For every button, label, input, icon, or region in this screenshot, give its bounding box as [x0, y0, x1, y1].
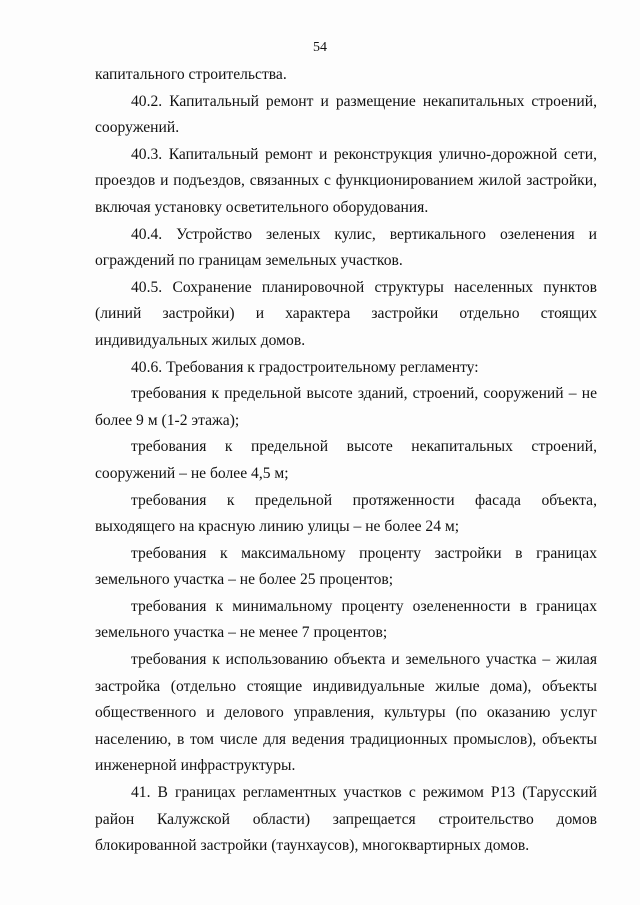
- paragraph-40-6: 40.6. Требования к градостроительному регламенту:: [131, 358, 479, 376]
- requirement-building-height: требования к предельной высоте зданий, строений, сооружений – не более 9 м (1-2 этажа);: [95, 385, 597, 429]
- paragraph-41: 41. В границах регламентных участков с режимом Р13 (Тарусский район Калужской области) запрещается строительство домов блокированной застройки (таунхаусов), многоквартирных домов.: [95, 784, 597, 855]
- requirement-noncapital-height: требования к предельной высоте некапитальных строений, сооружений – не более 4,5 м;: [95, 438, 597, 482]
- paragraph-40-4: 40.4. Устройство зеленых кулис, вертикального озеленения и ограждений по границам земельных участков.: [95, 225, 597, 270]
- requirement-facade-length: требования к предельной протяженности фасада объекта, выходящего на красную линию улицы – не более 24 м;: [95, 491, 597, 536]
- paragraph-40-5: 40.5. Сохранение планировочной структуры населенных пунктов (линий застройки) и характера застройки отдельно стоящих индивидуальных жилых домов.: [95, 278, 597, 349]
- requirement-max-coverage: требования к максимальному проценту застройки в границах земельного участка – не более 25 процентов;: [95, 544, 597, 589]
- document-body: [95, 62, 597, 860]
- page-number: 54: [313, 40, 327, 55]
- requirement-land-use: требования к использованию объекта и земельного участка – жилая застройка (отдельно стоящие индивидуальные жилые дома), объекты общественного и делового управления, культуры (по оказанию услуг населению, в том числе для ведения традиционных промыслов), объекты инженерной инфраструктуры.: [95, 651, 597, 775]
- paragraph-continuation: капитального строительства.: [95, 66, 287, 83]
- requirement-min-greenery: требования к минимальному проценту озелененности в границах земельного участка – не менее 7 процентов;: [95, 597, 597, 642]
- paragraph-40-2: 40.2. Капитальный ремонт и размещение некапитальных строений, сооружений.: [95, 92, 597, 137]
- paragraph-40-3: 40.3. Капитальный ремонт и реконструкция улично-дорожной сети, проездов и подъездов, связанных с функционированием жилой застройки, включая установку осветительного оборудования.: [95, 145, 597, 216]
